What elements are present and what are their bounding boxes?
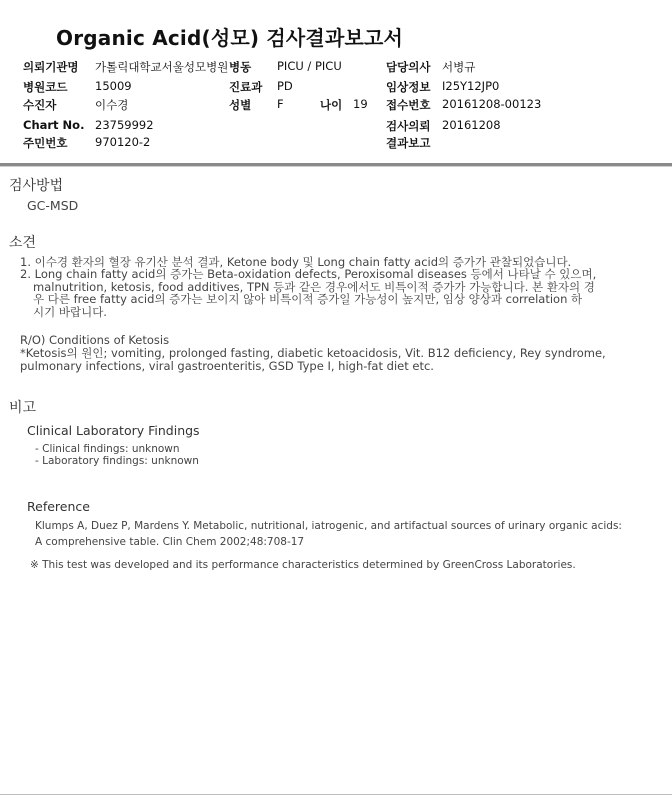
chart-no-value: 23759992 bbox=[95, 118, 154, 132]
reference-heading: Reference bbox=[27, 499, 90, 514]
remarks-heading: 비고 bbox=[9, 400, 37, 416]
clinical-findings-heading: Clinical Laboratory Findings bbox=[27, 423, 200, 438]
ward-label: 병동 bbox=[229, 60, 252, 74]
hospital-code-label: 병원코드 bbox=[23, 80, 68, 94]
hospital-code-value: 15009 bbox=[95, 79, 132, 93]
remarks-item: - Clinical findings: unknown bbox=[35, 443, 180, 455]
sex-label: 성별 bbox=[229, 98, 252, 112]
clinical-info-label: 임상정보 bbox=[386, 80, 431, 94]
receipt-no-label: 접수번호 bbox=[386, 98, 431, 112]
findings-line: 우 다른 free fatty acid의 증가는 보이지 않아 비특이적 증가일 가능성이 높지만, 임상 양상과 correlation 하 bbox=[33, 292, 583, 306]
method-value: GC-MSD bbox=[27, 198, 79, 213]
age-label: 나이 bbox=[320, 98, 343, 112]
ro-line: *Ketosis의 원인; vomiting, prolonged fasting, diabetic ketoacidosis, Vit. B12 deficiency, Rey syndrome, bbox=[20, 346, 606, 360]
method-heading: 검사방법 bbox=[9, 178, 64, 194]
report-label: 결과보고 bbox=[386, 136, 431, 150]
department-value: PD bbox=[277, 79, 293, 93]
report-title: Organic Acid(성모) 검사결과보고서 bbox=[56, 26, 404, 50]
doctor-label: 담당의사 bbox=[386, 60, 431, 74]
patient-value: 이수경 bbox=[95, 98, 129, 112]
findings-line: 1. 이수경 환자의 혈장 유기산 분석 결과, Ketone body 및 Long chain fatty acid의 증가가 관찰되었습니다. bbox=[20, 255, 572, 269]
findings-heading: 소견 bbox=[9, 235, 37, 251]
remarks-item: - Laboratory findings: unknown bbox=[35, 455, 199, 467]
reference-line: Klumps A, Duez P, Mardens Y. Metabolic, nutritional, iatrogenic, and artifactual sources of urinary organic acids: bbox=[35, 520, 622, 532]
request-date-label: 검사의뢰 bbox=[386, 119, 431, 133]
lab-note: ※ This test was developed and its performance characteristics determined by GreenCross Laboratories. bbox=[30, 559, 576, 571]
sex-value: F bbox=[277, 97, 284, 111]
reference-line: A comprehensive table. Clin Chem 2002;48:708-17 bbox=[35, 536, 305, 548]
clinical-info-value: I25Y12JP0 bbox=[442, 79, 500, 93]
ward-value: PICU / PICU bbox=[277, 59, 342, 73]
findings-line: 2. Long chain fatty acid의 증가는 Beta-oxidation defects, Peroxisomal diseases 등에서 나타날 수 있으며, bbox=[20, 267, 597, 281]
page-bottom-rule bbox=[0, 794, 672, 795]
institution-label: 의뢰기관명 bbox=[23, 60, 79, 74]
institution-value: 가톨릭대학교서울성모병원 bbox=[95, 60, 229, 74]
department-label: 진료과 bbox=[229, 80, 263, 94]
receipt-no-value: 20161208-00123 bbox=[442, 97, 542, 111]
resident-no-label: 주민번호 bbox=[23, 136, 68, 150]
ro-title: R/O) Conditions of Ketosis bbox=[20, 333, 170, 347]
resident-no-value: 970120-2 bbox=[95, 135, 151, 149]
findings-line: 시기 바랍니다. bbox=[33, 305, 107, 319]
age-value: 19 bbox=[353, 97, 368, 111]
findings-line: malnutrition, ketosis, food additives, TPN 등과 같은 경우에서도 비특이적 증가가 가능합니다. 본 환자의 경 bbox=[33, 280, 595, 294]
patient-label: 수진자 bbox=[23, 98, 57, 112]
header-divider-shadow bbox=[0, 166, 672, 167]
request-date-value: 20161208 bbox=[442, 118, 501, 132]
chart-no-label: Chart No. bbox=[23, 118, 85, 132]
ro-line: pulmonary infections, viral gastroenteritis, GSD Type I, high-fat diet etc. bbox=[20, 359, 434, 373]
doctor-value: 서병규 bbox=[442, 60, 476, 74]
